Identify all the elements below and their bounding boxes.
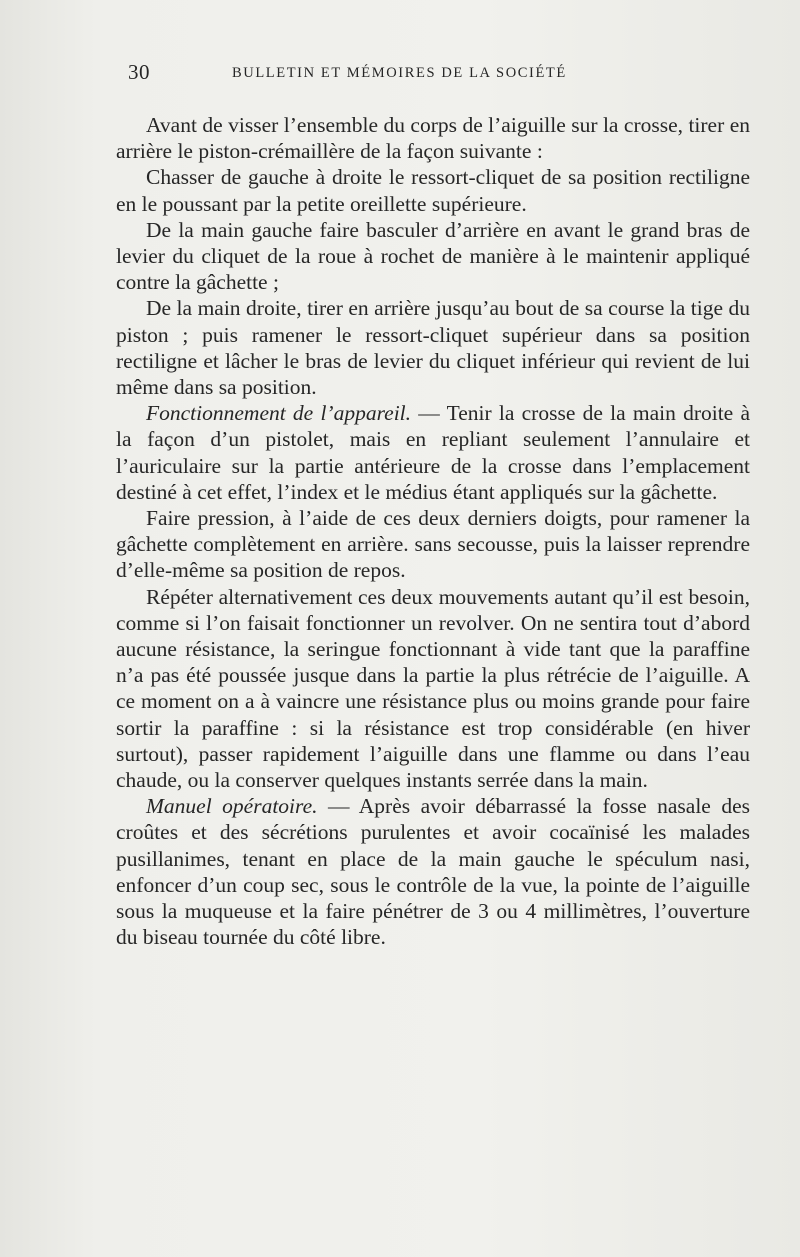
- section-heading: Manuel opératoire.: [146, 794, 318, 819]
- running-head: BULLETIN ET MÉMOIRES DE LA SOCIÉTÉ: [232, 65, 567, 81]
- paragraph-text: De la main gauche faire basculer d’arrière en avant le grand bras de levier du cliquet de la roue à rochet de manière à le maintenir appliqué contre la gâchette ;: [116, 217, 750, 295]
- page-number: 30: [128, 60, 150, 84]
- page-header: [128, 60, 648, 86]
- paragraph-text: Avant de visser l’ensemble du corps de l’aiguille sur la crosse, tirer en arrière le piston-crémaillère de la façon suivante :: [116, 113, 750, 164]
- paragraph: [116, 164, 750, 216]
- body-text: [116, 112, 750, 951]
- section-heading: Fonctionnement de l’appareil.: [146, 401, 412, 426]
- paragraph-text: Faire pression, à l’aide de ces deux derniers doigts, pour ramener la gâchette complètement en arrière. sans secousse, puis la laisser reprendre d’elle-même sa position de repos.: [116, 506, 750, 583]
- paragraph-text: Chasser de gauche à droite le ressort-cliquet de sa position rectiligne en le poussant par la petite oreillette supérieure.: [116, 165, 750, 216]
- paragraph-text: Répéter alternativement ces deux mouvements autant qu’il est besoin, comme si l’on faisait fonctionner un revolver. On ne sentira tout d’abord aucune résistance, la seringue fonctionnant à vide tant que la paraffine n’a pas été poussée jusque dans la partie la plus rétrécie de l’aiguille. A ce moment on a à vaincre une résistance plus ou moins grande pour faire sortir la paraffine : si la résistance est trop considérable (en hiver surtout), passer rapidement l’aiguille dans une flamme ou dans l’eau chaude, ou la conserver quelques instants serrée dans la main.: [116, 584, 750, 793]
- paragraph: [116, 793, 750, 950]
- paragraph: [116, 112, 750, 164]
- paragraph: [116, 505, 750, 584]
- paragraph: [116, 400, 750, 505]
- paragraph: [116, 584, 750, 794]
- paragraph-text: De la main droite, tirer en arrière jusqu’au bout de sa course la tige du piston ; puis ramener le ressort-cliquet supérieur dans sa position rectiligne et lâcher le bras de levier du cliquet inférieur qui revient de lui même dans sa position.: [116, 296, 750, 400]
- paragraph: [116, 295, 750, 400]
- paragraph-text: — Tenir la crosse de la main droite à la façon d’un pistolet, mais en repliant seulement l’annulaire et l’auriculaire sur la partie antérieure de la crosse dans l’emplacement destiné à cet effet, l’index et le médius étant appliqués sur la gâchette.: [116, 401, 750, 504]
- paragraph-text: — Après avoir débarrassé la fosse nasale des croûtes et des sécrétions purulentes et avoir cocaïnisé les malades pusillanimes, tenant en place de la main gauche le spéculum nasi, enfoncer d’un coup sec, sous le contrôle de la vue, la pointe de l’aiguille sous la muqueuse et la faire pénétrer de 3 ou 4 millimètres, l’ouverture du biseau tournée du côté libre.: [116, 794, 750, 950]
- paragraph: [116, 217, 750, 296]
